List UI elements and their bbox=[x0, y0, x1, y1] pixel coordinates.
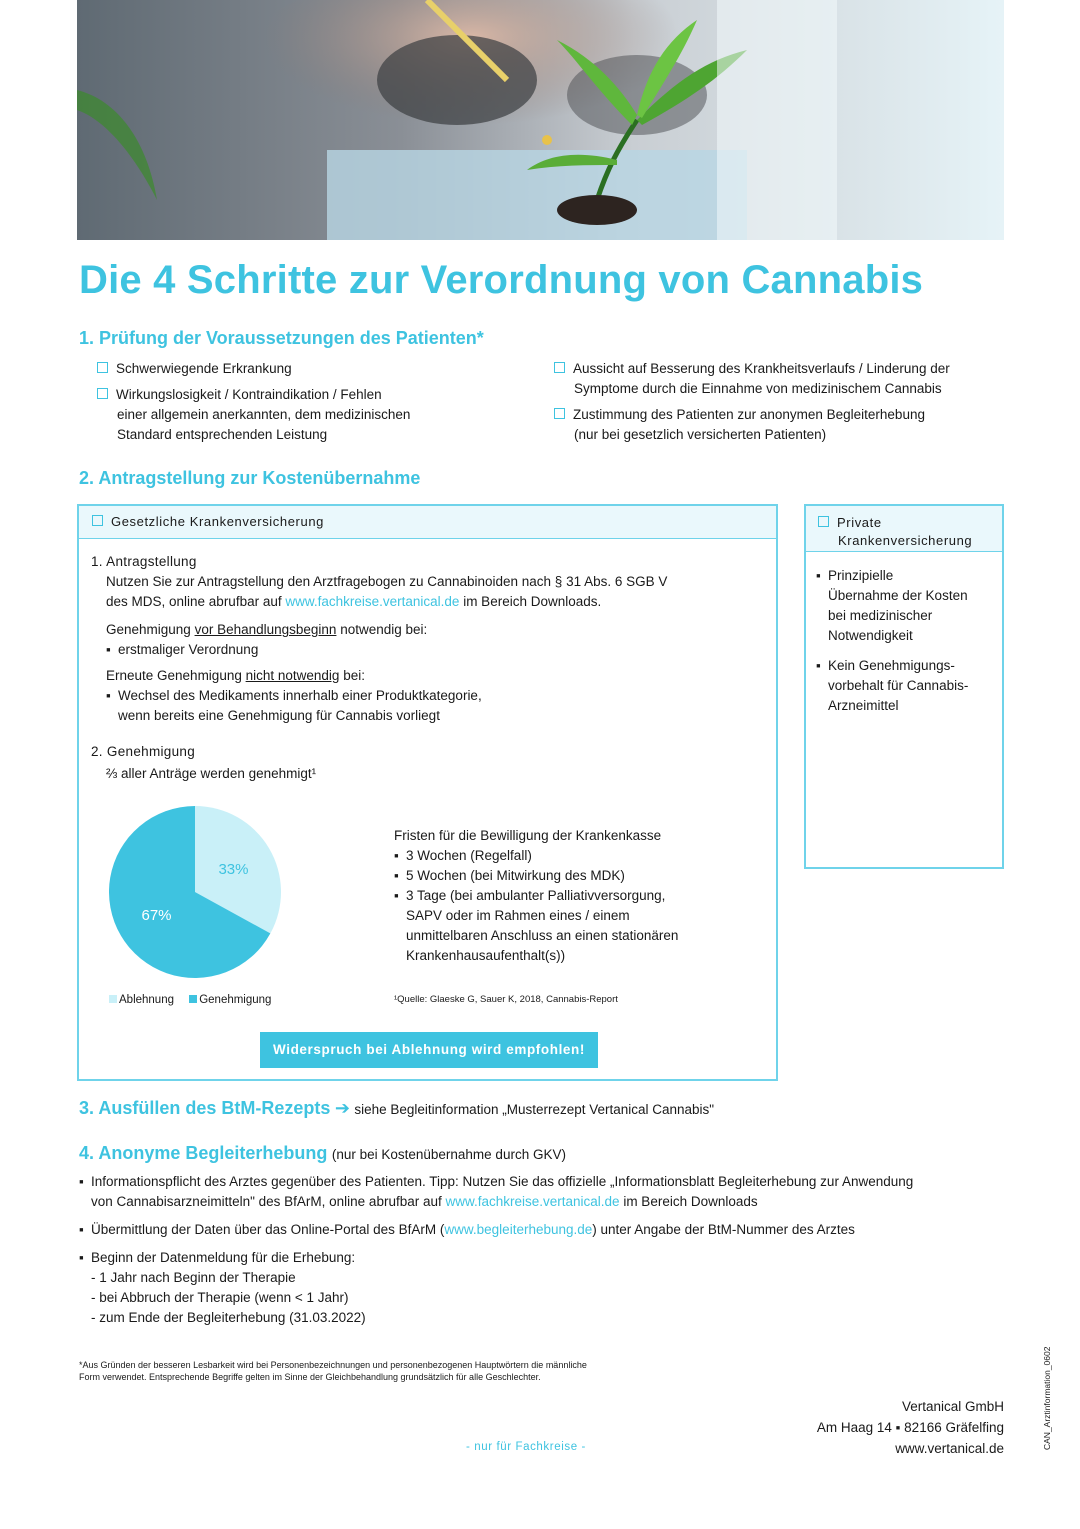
text: 3 Tage (bei ambulanter Palliativversorgung, bbox=[406, 888, 666, 903]
page-title: Die 4 Schritte zur Verordnung von Cannabis bbox=[79, 258, 924, 302]
text: Wechsel des Medikaments innerhalb einer Produktkategorie, bbox=[118, 688, 482, 703]
criterion-text: Zustimmung des Patienten zur anonymen Begleiterhebung bbox=[573, 407, 925, 422]
text: Beginn der Datenmeldung für die Erhebung: bbox=[91, 1250, 356, 1265]
criterion-text: Schwerwiegende Erkrankung bbox=[116, 361, 292, 376]
text: bei: bbox=[339, 668, 365, 683]
pie-label-genehmigung: 67% bbox=[141, 906, 172, 924]
chart-legend bbox=[109, 994, 271, 1006]
text: Übernahme der Kosten bbox=[828, 588, 968, 603]
step3-text: siehe Begleitinformation „Musterrezept Vertanical Cannabis" bbox=[354, 1102, 715, 1117]
text: Informationspflicht des Arztes gegenüber des Patienten. Tipp: Nutzen Sie das offizielle „Informationsblatt Begleiterhebung zur Anwendung bbox=[91, 1174, 914, 1189]
legend-swatch bbox=[109, 995, 117, 1003]
text: Kein Genehmigungs- bbox=[828, 658, 955, 673]
list-item: ▪ 3 Wochen (Regelfall) bbox=[394, 846, 764, 866]
gkv-heading: Gesetzliche Krankenversicherung bbox=[111, 514, 324, 529]
fristen-heading: Fristen für die Bewilligung der Krankenkasse bbox=[394, 828, 662, 843]
legend-label: Ablehnung bbox=[119, 994, 174, 1006]
pkv-list bbox=[816, 566, 996, 716]
legend-label: Genehmigung bbox=[199, 994, 272, 1006]
criterion-item bbox=[554, 359, 1004, 399]
text: Übermittlung der Daten über das Online-Portal des BfArM ( bbox=[91, 1222, 445, 1237]
fachkreise-note: - nur für Fachkreise - bbox=[466, 1441, 586, 1453]
step1-left-list bbox=[97, 359, 537, 445]
text: Notwendigkeit bbox=[828, 628, 913, 643]
text: SAPV oder im Rahmen eines / einem bbox=[406, 908, 630, 923]
list-item bbox=[106, 686, 766, 726]
disclaimer bbox=[79, 1359, 779, 1383]
approval-rate-text: ⅔ aller Anträge werden genehmigt¹ bbox=[106, 766, 317, 781]
hero-image bbox=[77, 0, 1004, 240]
genehmigung-notwendig bbox=[106, 620, 766, 660]
text: wenn bereits eine Genehmigung für Cannabis vorliegt bbox=[118, 708, 440, 723]
criterion-text: (nur bei gesetzlich versicherten Patienten) bbox=[574, 427, 827, 442]
list-item bbox=[79, 1248, 1004, 1328]
text: Arzneimittel bbox=[828, 698, 899, 713]
text: - zum Ende der Begleiterhebung (31.03.2022) bbox=[91, 1310, 366, 1325]
text: Prinzipielle bbox=[828, 568, 894, 583]
company-website: www.vertanical.de bbox=[895, 1441, 1004, 1456]
text: Erneute Genehmigung bbox=[106, 668, 246, 683]
text: von Cannabisarzneimitteln" des BfArM, online abrufbar auf bbox=[91, 1194, 446, 1209]
begleiterhebung-link[interactable]: www.begleiterhebung.de bbox=[444, 1222, 593, 1237]
list-item bbox=[79, 1172, 1004, 1212]
criterion-item bbox=[97, 385, 537, 445]
checkbox-icon bbox=[97, 362, 108, 373]
criterion-item bbox=[97, 359, 537, 379]
antragstellung-line bbox=[106, 592, 766, 612]
criterion-text: einer allgemein anerkannten, dem medizinischen bbox=[117, 407, 411, 422]
checkbox-icon bbox=[818, 516, 829, 527]
legend-item-ablehnung bbox=[109, 994, 174, 1006]
antragstellung-subheading: 1. Antragstellung bbox=[91, 554, 197, 569]
fachkreise-link[interactable]: www.fachkreise.vertanical.de bbox=[445, 1194, 620, 1209]
text: unmittelbaren Anschluss an einen stationären bbox=[406, 928, 679, 943]
criterion-item bbox=[554, 405, 1004, 445]
company-name: Vertanical GmbH bbox=[901, 1399, 1004, 1414]
step2-heading: 2. Antragstellung zur Kostenübernahme bbox=[79, 468, 421, 488]
genehmigung-subheading: 2. Genehmigung bbox=[91, 744, 196, 759]
pkv-box-header bbox=[806, 506, 1002, 552]
text: ) unter Angabe der BtM-Nummer des Arztes bbox=[592, 1222, 855, 1237]
criterion-text: Aussicht auf Besserung des Krankheitsverlaufs / Linderung der bbox=[573, 361, 950, 376]
list-item bbox=[816, 566, 996, 646]
approval-pie-chart bbox=[107, 804, 283, 980]
criterion-text: Symptome durch die Einnahme von medizinischem Cannabis bbox=[574, 381, 942, 396]
legend-item-genehmigung bbox=[189, 994, 271, 1006]
fristen-block bbox=[394, 826, 764, 966]
list-item: ▪ 5 Wochen (bei Mitwirkung des MDK) bbox=[394, 866, 764, 886]
arrow-right-icon: ➔ bbox=[334, 1098, 350, 1118]
company-address bbox=[817, 1396, 1004, 1459]
disclaimer-line: Form verwendet. Entsprechende Begriffe gelten im Sinne der Gleichbehandlung grundsätzlich für alle Geschlechter. bbox=[79, 1372, 541, 1382]
step3-row bbox=[79, 1098, 714, 1120]
text: des MDS, online abrufbar auf bbox=[106, 594, 286, 609]
text: Genehmigung bbox=[106, 622, 195, 637]
criterion-text: Wirkungslosigkeit / Kontraindikation / Fehlen bbox=[116, 387, 382, 402]
text: - 1 Jahr nach Beginn der Therapie bbox=[91, 1270, 296, 1285]
source-footnote: ¹Quelle: Glaeske G, Sauer K, 2018, Cannabis-Report bbox=[394, 994, 618, 1005]
step4-heading: 4. Anonyme Begleiterhebung bbox=[79, 1143, 328, 1163]
pie-label-ablehnung: 33% bbox=[218, 861, 249, 879]
checkbox-icon bbox=[554, 408, 565, 419]
underlined-text: nicht notwendig bbox=[245, 668, 340, 683]
underlined-text: vor Behandlungsbeginn bbox=[194, 622, 337, 637]
text: im Bereich Downloads bbox=[619, 1194, 758, 1209]
step3-heading: 3. Ausfüllen des BtM-Rezepts bbox=[79, 1098, 331, 1118]
antragstellung-text bbox=[106, 572, 766, 612]
step4-row bbox=[79, 1143, 566, 1165]
step1-right-list bbox=[554, 359, 1004, 445]
text: notwendig bei: bbox=[336, 622, 428, 637]
pkv-heading: Private bbox=[837, 515, 882, 530]
text: im Bereich Downloads. bbox=[459, 594, 602, 609]
list-item bbox=[394, 886, 764, 966]
gkv-box-header bbox=[79, 506, 776, 539]
list-item bbox=[816, 656, 996, 716]
text: Krankenhausaufenthalt(s)) bbox=[406, 948, 566, 963]
list-item: ▪ erstmaliger Verordnung bbox=[106, 640, 766, 660]
disclaimer-line: *Aus Gründen der besseren Lesbarkeit wird bei Personenbezeichnungen und personenbezogenen Hauptwörtern die männliche bbox=[79, 1360, 587, 1370]
genehmigung-nicht-notwendig bbox=[106, 666, 766, 726]
list-item bbox=[79, 1220, 1004, 1240]
text: vorbehalt für Cannabis- bbox=[828, 678, 969, 693]
step4-note: (nur bei Kostenübernahme durch GKV) bbox=[331, 1147, 566, 1162]
pkv-box bbox=[804, 504, 1004, 869]
checkbox-icon bbox=[92, 515, 103, 526]
antragstellung-line: Nutzen Sie zur Antragstellung den Arztfragebogen zu Cannabinoiden nach § 31 Abs. 6 SGB V bbox=[106, 574, 668, 589]
criterion-text: Standard entsprechenden Leistung bbox=[117, 427, 328, 442]
document-code: CAN_Arztinformation_0602 bbox=[1042, 1346, 1052, 1450]
widerspruch-banner: Widerspruch bei Ablehnung wird empfohlen! bbox=[260, 1032, 598, 1068]
fachkreise-link[interactable]: www.fachkreise.vertanical.de bbox=[285, 594, 460, 609]
gkv-box bbox=[77, 504, 778, 1081]
legend-swatch bbox=[189, 995, 197, 1003]
step1-heading: 1. Prüfung der Voraussetzungen des Patienten* bbox=[79, 328, 484, 348]
checkbox-icon bbox=[554, 362, 565, 373]
step4-list bbox=[79, 1172, 1004, 1328]
checkbox-icon bbox=[97, 388, 108, 399]
company-street: Am Haag 14 ▪ 82166 Gräfelfing bbox=[816, 1420, 1004, 1435]
pkv-heading: Krankenversicherung bbox=[838, 533, 973, 548]
text: bei medizinischer bbox=[828, 608, 933, 623]
text: - bei Abbruch der Therapie (wenn < 1 Jahr) bbox=[91, 1290, 349, 1305]
